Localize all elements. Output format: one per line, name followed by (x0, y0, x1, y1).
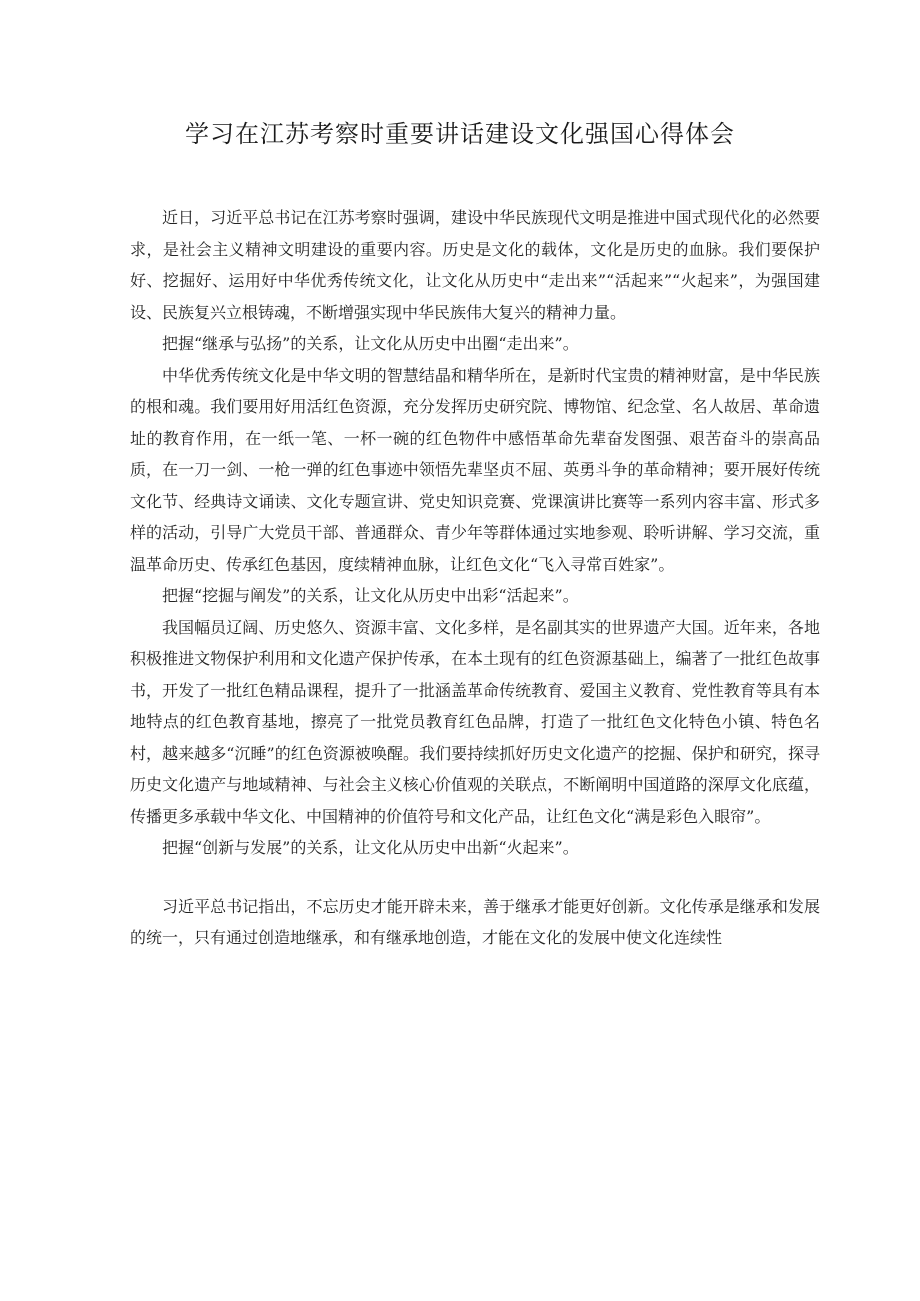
paragraph-innovate: 习近平总书记指出，不忘历史才能开辟未来，善于继承才能更好创新。文化传承是继承和发展的统一，只有通过创造地继承，和有继承地创造，才能在文化的发展中使文化连续性 (130, 896, 820, 947)
paragraph-explore: 我国幅员辽阔、历史悠久、资源丰富、文化多样，是名副其实的世界遗产大国。近年来，各地积极推进文物保护利用和文化遗产保护传承，在本土现有的红色资源基础上，编著了一批红色故事书，开发了一批红色精品课程，提升了一批涵盖革命传统教育、爱国主义教育、党性教育等具有本地特点的红色教育基地，擦亮了一批党员教育红色品牌，打造了一批红色文化特色小镇、特色名村，越来越多“沉睡”的红色资源被唤醒。我们要持续抓好历史文化遗产的挖掘、保护和研究，探寻历史文化遗产与地域精神、与社会主义核心价值观的关联点，不断阐明中国道路的深厚文化底蕴，传播更多承载中华文化、中国精神的价值符号和文化产品，让红色文化“满是彩色入眼帘”。 (130, 617, 820, 826)
document-title: 学习在江苏考察时重要讲话建设文化强国心得体会 (185, 120, 735, 148)
section-heading-innovate: 把握“创新与发展”的关系，让文化从历史中出新“火起来”。 (162, 838, 579, 857)
paragraph-intro: 近日，习近平总书记在江苏考察时强调，建设中华民族现代文明是推进中国式现代化的必然要求，是社会主义精神文明建设的重要内容。历史是文化的载体，文化是历史的血脉。我们要保护好、挖掘好、运用好中华优秀传统文化，让文化从历史中“走出来”“活起来”“火起来”，为强国建设、民族复兴立根铸魂，不断增强实现中华民族伟大复兴的精神力量。 (130, 208, 820, 322)
paragraph-inherit: 中华优秀传统文化是中华文明的智慧结晶和精华所在，是新时代宝贵的精神财富，是中华民族的根和魂。我们要用好用活红色资源，充分发挥历史研究院、博物馆、纪念堂、名人故居、革命遗址的教育作用，在一纸一笔、一杯一碗的红色物件中感悟革命先辈奋发图强、艰苦奋斗的崇高品质，在一刀一剑、一枪一弹的红色事迹中领悟先辈坚贞不屈、英勇斗争的革命精神；要开展好传统文化节、经典诗文诵读、文化专题宣讲、党史知识竞赛、党课演讲比赛等一系列内容丰富、形式多样的活动，引导广大党员干部、普通群众、青少年等群体通过实地参观、聆听讲解、学习交流，重温革命历史、传承红色基因，度续精神血脉，让红色文化“飞入寻常百姓家”。 (130, 365, 820, 574)
section-heading-inherit: 把握“继承与弘扬”的关系，让文化从历史中出圈“走出来”。 (162, 334, 579, 353)
section-heading-explore: 把握“挖掘与阐发”的关系，让文化从历史中出彩“活起来”。 (162, 586, 579, 605)
document-body (130, 202, 820, 954)
